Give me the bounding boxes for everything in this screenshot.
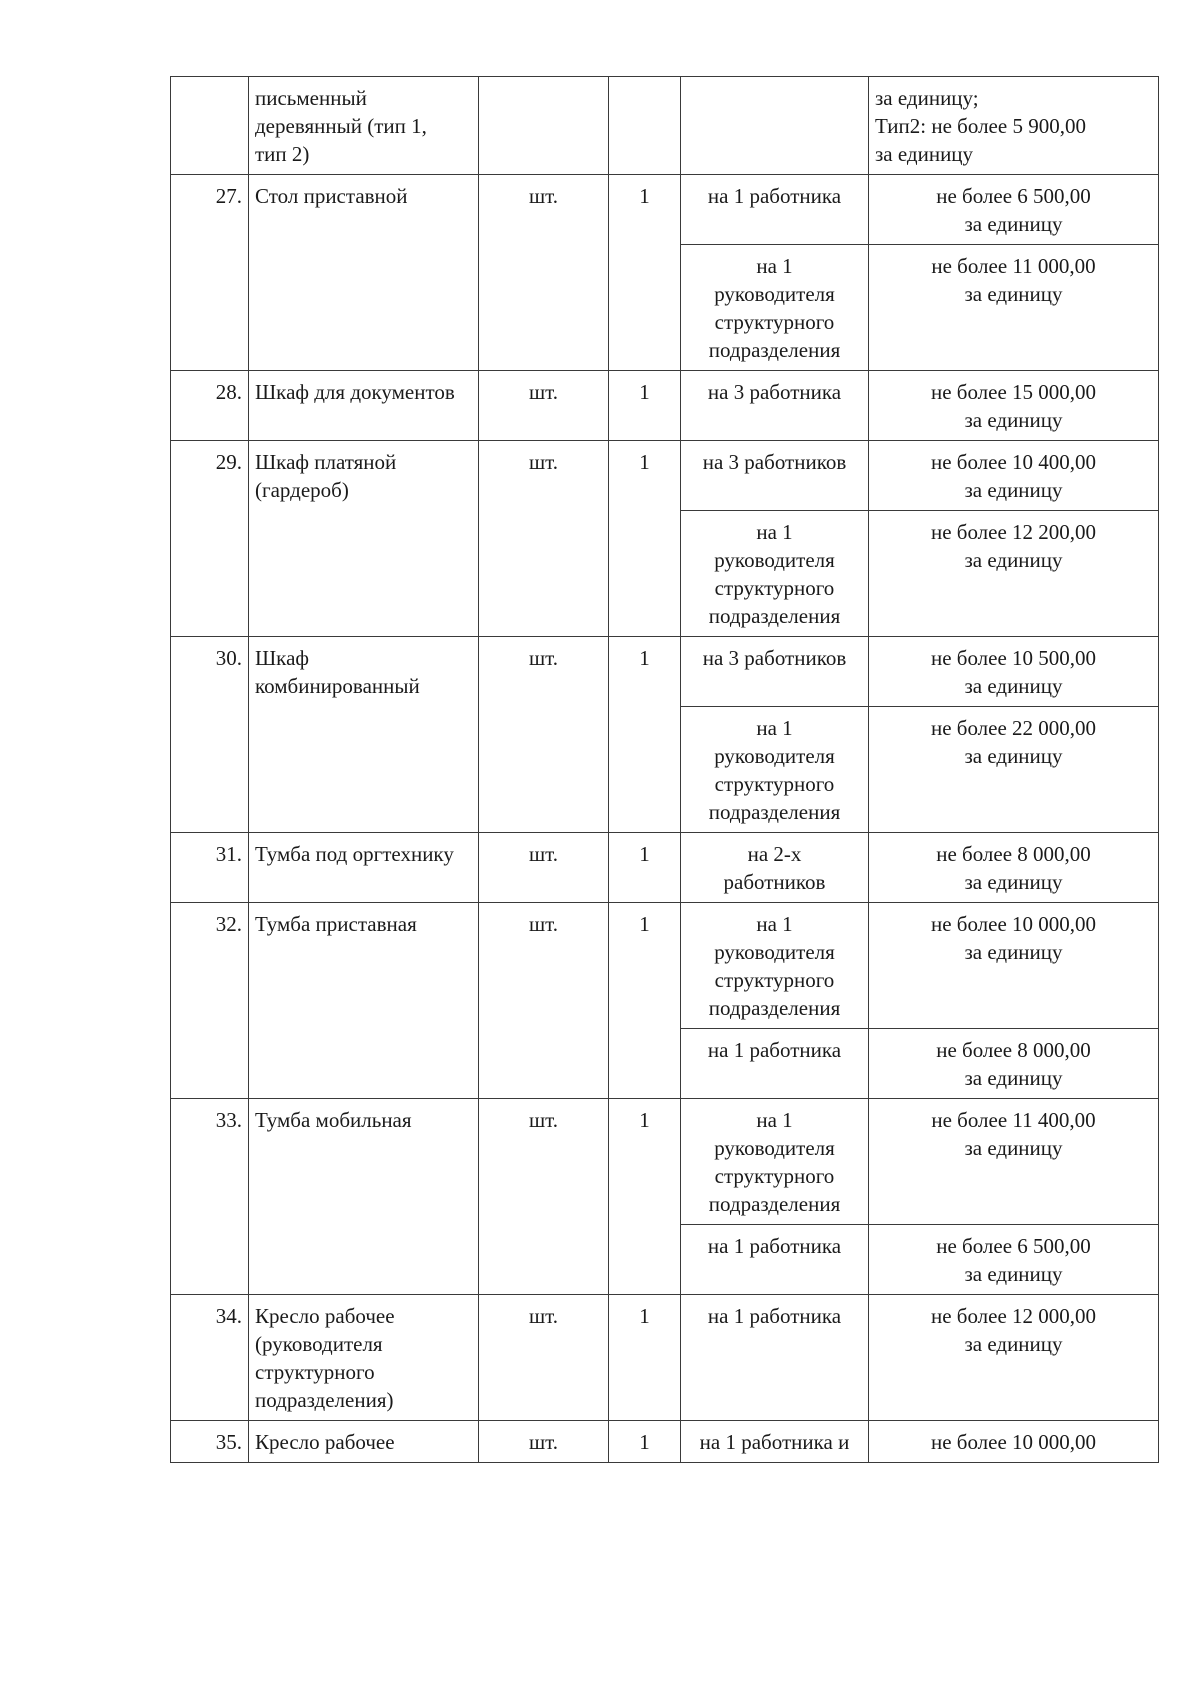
- cell-text-line: Тип2: не более 5 900,00: [875, 114, 1086, 138]
- cell-quantity: [609, 77, 681, 175]
- cell-norm: [681, 903, 869, 1029]
- cell-text-line: не более 6 500,00: [936, 1234, 1091, 1258]
- cell-text-line: на 3 работников: [702, 646, 847, 670]
- cell-text-line: не более 10 400,00: [930, 450, 1097, 474]
- cell-norm: [681, 1295, 869, 1421]
- cell-text-line: за единицу: [964, 212, 1063, 236]
- cell-text-line: руководителя: [714, 940, 835, 964]
- cell-price-limit: [869, 1421, 1159, 1463]
- cell-text-line: за единицу: [964, 408, 1063, 432]
- cell-text-line: не более 10 000,00: [930, 1430, 1097, 1454]
- cell-price-limit: [869, 1295, 1159, 1421]
- cell-unit: шт.: [479, 1099, 609, 1295]
- table-row: [171, 1295, 1159, 1421]
- cell-price-limit: [869, 707, 1159, 833]
- cell-text-line: за единицу: [964, 548, 1063, 572]
- cell-price-limit: [869, 245, 1159, 371]
- cell-number: 27.: [171, 175, 249, 371]
- cell-number: 31.: [171, 833, 249, 903]
- cell-text-line: за единицу: [875, 142, 974, 166]
- cell-text-line: структурного: [714, 968, 835, 992]
- cell-text-line: на 1: [756, 716, 793, 740]
- cell-norm: [681, 1029, 869, 1099]
- cell-text-line: на 1 работника: [707, 1304, 842, 1328]
- cell-quantity: 1: [609, 441, 681, 637]
- cell-quantity: 1: [609, 833, 681, 903]
- cell-unit: шт.: [479, 903, 609, 1099]
- cell-text-line: на 1: [756, 1108, 793, 1132]
- cell-quantity: 1: [609, 1099, 681, 1295]
- cell-number: 33.: [171, 1099, 249, 1295]
- table-row: [171, 441, 1159, 511]
- cell-quantity: 1: [609, 371, 681, 441]
- cell-quantity: 1: [609, 903, 681, 1099]
- cell-norm: [681, 1099, 869, 1225]
- cell-number: 34.: [171, 1295, 249, 1421]
- cell-text-line: на 3 работника: [707, 380, 842, 404]
- cell-text-line: за единицу: [964, 674, 1063, 698]
- cell-text-line: структурного: [714, 772, 835, 796]
- cell-text-line: подразделения: [708, 800, 841, 824]
- cell-text-line: за единицу: [964, 1136, 1063, 1160]
- cell-item-name: Шкаф для документов: [249, 371, 479, 441]
- table-row: [171, 1099, 1159, 1225]
- cell-text-line: подразделения: [708, 338, 841, 362]
- cell-norm: [681, 1421, 869, 1463]
- cell-text-line: письменный: [255, 86, 367, 110]
- cell-price-limit: [869, 903, 1159, 1029]
- cell-text-line: структурного: [714, 310, 835, 334]
- cell-price-limit: [869, 175, 1159, 245]
- cell-text-line: руководителя: [714, 548, 835, 572]
- cell-unit: [479, 77, 609, 175]
- cell-text-line: руководителя: [714, 744, 835, 768]
- cell-unit: шт.: [479, 833, 609, 903]
- cell-text-line: подразделения: [708, 1192, 841, 1216]
- cell-text-line: работников: [723, 870, 826, 894]
- cell-text-line: за единицу;: [875, 86, 979, 110]
- cell-price-limit: [869, 441, 1159, 511]
- cell-text-line: подразделения: [708, 604, 841, 628]
- cell-item-name: Тумба мобильная: [249, 1099, 479, 1295]
- cell-text-line: не более 10 000,00: [930, 912, 1097, 936]
- cell-text-line: на 3 работников: [702, 450, 847, 474]
- cell-text-line: за единицу: [964, 478, 1063, 502]
- cell-text-line: деревянный (тип 1,: [255, 114, 427, 138]
- cell-text-line: не более 10 500,00: [930, 646, 1097, 670]
- furniture-norms-table: [170, 76, 1159, 1463]
- table-row: [171, 1421, 1159, 1463]
- cell-text-line: за единицу: [964, 744, 1063, 768]
- cell-quantity: 1: [609, 637, 681, 833]
- table-row-continuation: [171, 77, 1159, 175]
- cell-price-limit: [869, 77, 1159, 175]
- cell-text-line: не более 6 500,00: [936, 184, 1091, 208]
- cell-quantity: 1: [609, 175, 681, 371]
- table-row: [171, 833, 1159, 903]
- cell-text-line: за единицу: [964, 1066, 1063, 1090]
- cell-text-line: на 1: [756, 254, 793, 278]
- cell-norm: [681, 77, 869, 175]
- cell-item-name: Кресло рабочее: [249, 1421, 479, 1463]
- cell-quantity: 1: [609, 1295, 681, 1421]
- cell-norm: [681, 511, 869, 637]
- cell-text-line: не более 12 000,00: [930, 1304, 1097, 1328]
- table-row: [171, 175, 1159, 245]
- cell-text-line: не более 22 000,00: [930, 716, 1097, 740]
- cell-norm: [681, 707, 869, 833]
- cell-number: [171, 77, 249, 175]
- cell-text-line: за единицу: [964, 282, 1063, 306]
- cell-item-name: Тумба приставная: [249, 903, 479, 1099]
- cell-item-name: Тумба под оргтехнику: [249, 833, 479, 903]
- cell-text-line: за единицу: [964, 1262, 1063, 1286]
- cell-text-line: на 1 работника: [707, 1038, 842, 1062]
- cell-norm: [681, 245, 869, 371]
- cell-item-name: Шкаф платяной (гардероб): [249, 441, 479, 637]
- cell-item-name: Кресло рабочее (руководителя структурного подразделения): [249, 1295, 479, 1421]
- cell-text-line: за единицу: [964, 870, 1063, 894]
- table-row: [171, 903, 1159, 1029]
- cell-norm: [681, 637, 869, 707]
- cell-price-limit: [869, 1099, 1159, 1225]
- cell-text-line: за единицу: [964, 940, 1063, 964]
- cell-text-line: не более 11 000,00: [931, 254, 1096, 278]
- cell-text-line: на 1 работника: [707, 184, 842, 208]
- cell-text-line: на 1: [756, 520, 793, 544]
- cell-unit: шт.: [479, 1421, 609, 1463]
- cell-text-line: не более 8 000,00: [936, 1038, 1091, 1062]
- cell-norm: [681, 1225, 869, 1295]
- cell-item-name: Стол приставной: [249, 175, 479, 371]
- table-row: [171, 637, 1159, 707]
- cell-number: 29.: [171, 441, 249, 637]
- cell-text-line: на 1: [756, 912, 793, 936]
- cell-unit: шт.: [479, 371, 609, 441]
- cell-item-name: [249, 77, 479, 175]
- cell-unit: шт.: [479, 175, 609, 371]
- cell-price-limit: [869, 1225, 1159, 1295]
- cell-norm: [681, 441, 869, 511]
- cell-price-limit: [869, 833, 1159, 903]
- cell-text-line: структурного: [714, 576, 835, 600]
- cell-norm: [681, 371, 869, 441]
- cell-text-line: на 1 работника и: [699, 1430, 850, 1454]
- cell-price-limit: [869, 371, 1159, 441]
- cell-unit: шт.: [479, 1295, 609, 1421]
- cell-number: 35.: [171, 1421, 249, 1463]
- cell-norm: [681, 833, 869, 903]
- cell-number: 30.: [171, 637, 249, 833]
- cell-text-line: тип 2): [255, 142, 310, 166]
- cell-text-line: руководителя: [714, 1136, 835, 1160]
- cell-text-line: структурного: [714, 1164, 835, 1188]
- cell-text-line: подразделения: [708, 996, 841, 1020]
- cell-unit: шт.: [479, 637, 609, 833]
- table-body: [171, 77, 1159, 1463]
- cell-price-limit: [869, 637, 1159, 707]
- cell-unit: шт.: [479, 441, 609, 637]
- cell-norm: [681, 175, 869, 245]
- cell-text-line: не более 8 000,00: [936, 842, 1091, 866]
- cell-text-line: на 2-х: [747, 842, 802, 866]
- cell-text-line: не более 11 400,00: [931, 1108, 1096, 1132]
- table-row: [171, 371, 1159, 441]
- cell-text-line: руководителя: [714, 282, 835, 306]
- cell-text-line: не более 15 000,00: [930, 380, 1097, 404]
- cell-price-limit: [869, 511, 1159, 637]
- cell-quantity: 1: [609, 1421, 681, 1463]
- cell-item-name: Шкаф комбинированный: [249, 637, 479, 833]
- cell-text-line: не более 12 200,00: [930, 520, 1097, 544]
- cell-text-line: за единицу: [964, 1332, 1063, 1356]
- cell-number: 28.: [171, 371, 249, 441]
- cell-text-line: на 1 работника: [707, 1234, 842, 1258]
- cell-price-limit: [869, 1029, 1159, 1099]
- cell-number: 32.: [171, 903, 249, 1099]
